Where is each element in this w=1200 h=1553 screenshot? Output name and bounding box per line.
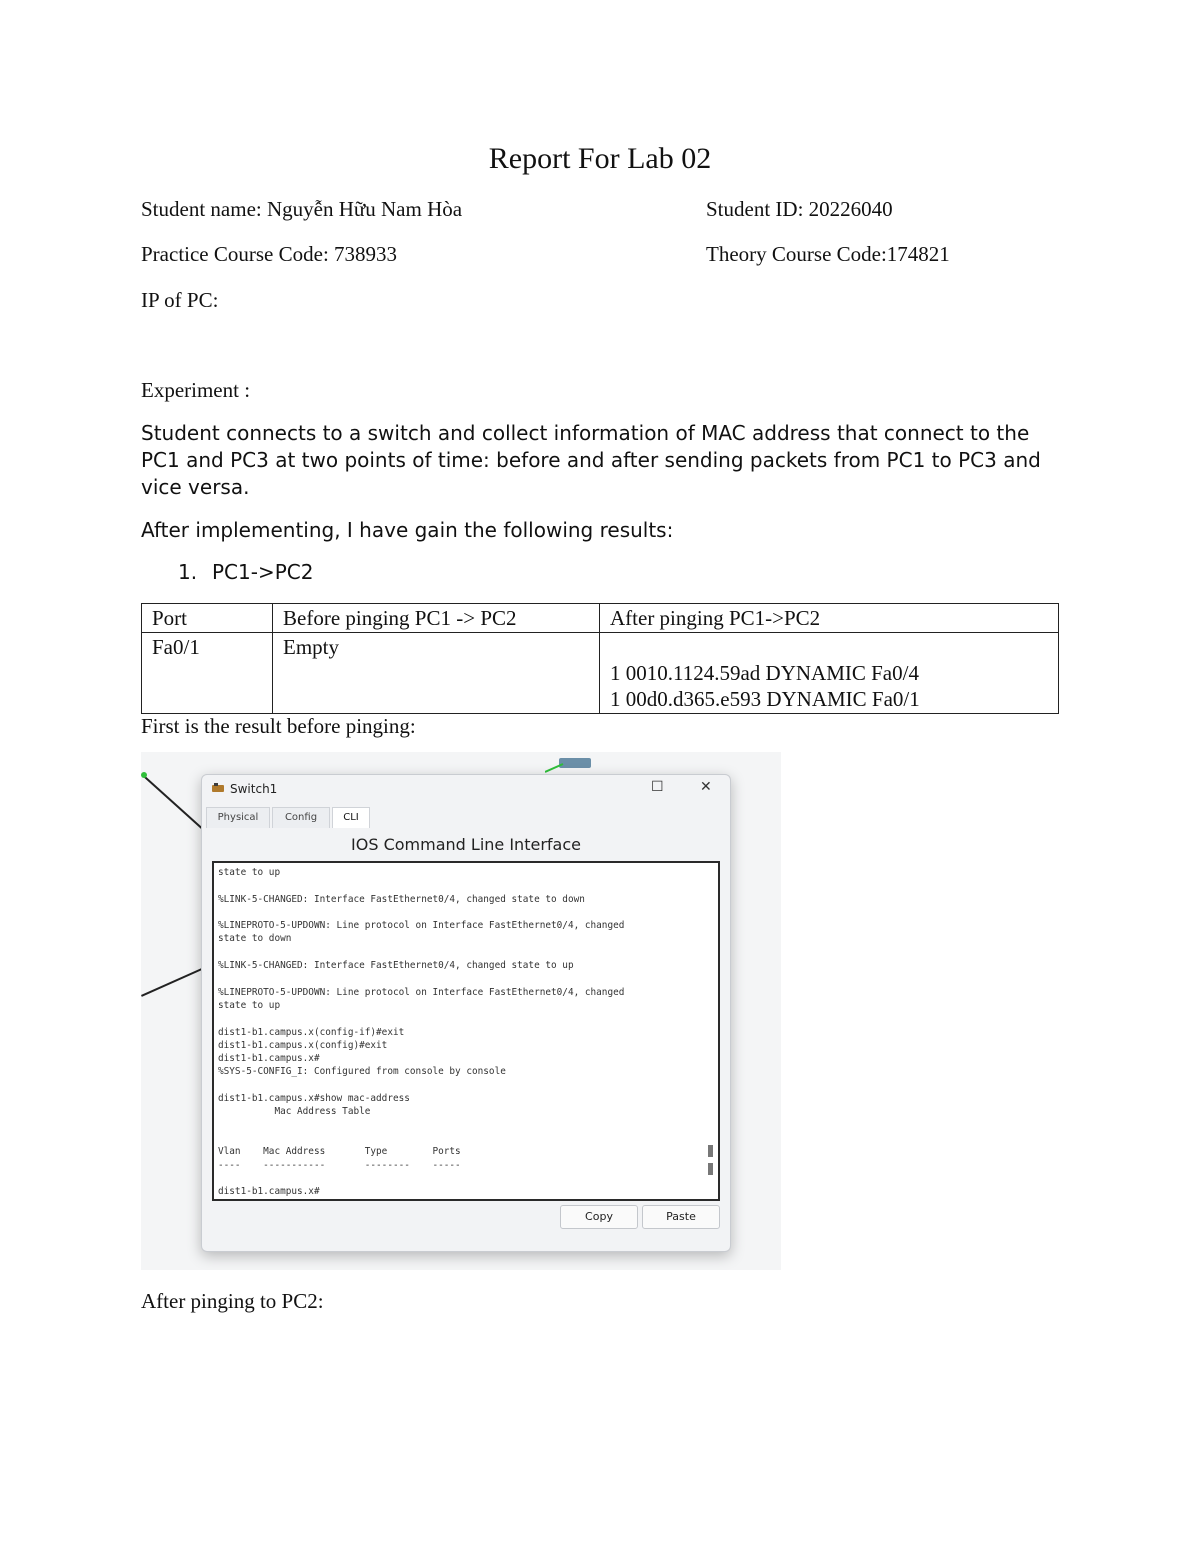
terminal-line: dist1-b1.campus.x# <box>218 1186 320 1198</box>
network-link-line <box>141 966 208 997</box>
cli-terminal[interactable] <box>212 861 720 1201</box>
table-header-row <box>142 604 1059 633</box>
terminal-line <box>218 879 698 892</box>
header-before: Before pinging PC1 -> PC2 <box>273 604 600 633</box>
terminal-line: Vlan Mac Address Type Ports <box>218 1146 461 1158</box>
tab-config[interactable]: Config <box>272 807 330 828</box>
experiment-heading: Experiment : <box>141 378 251 402</box>
tab-cli[interactable]: CLI <box>332 807 370 828</box>
ip-of-pc-label: IP of PC: <box>141 288 219 312</box>
theory-course-code: Theory Course Code:174821 <box>706 242 950 266</box>
header-port: Port <box>142 604 273 633</box>
terminal-line: dist1-b1.campus.x(config)#exit <box>218 1039 388 1051</box>
cell-after <box>600 633 1059 714</box>
switch-device-icon <box>545 754 595 774</box>
results-intro: After implementing, I have gain the following results: <box>141 518 674 542</box>
switch-window-icon <box>211 782 225 794</box>
terminal-line: dist1-b1.campus.x(config-if)#exit <box>218 1026 405 1038</box>
maximize-icon[interactable]: ☐ <box>651 779 664 795</box>
experiment-description: Student connects to a switch and collect information of MAC address that connect to the PC1 and PC3 at two points of time: before and after sending packets from PC1 to PC3 and vice versa. <box>141 421 1041 499</box>
list-number: 1. <box>178 560 198 584</box>
after-entry-1: 1 0010.1124.59ad DYNAMIC Fa0/4 <box>610 661 919 685</box>
terminal-line: dist1-b1.campus.x# <box>218 1053 320 1065</box>
network-link-line <box>142 774 203 829</box>
terminal-line: Mac Address Table <box>218 1106 371 1118</box>
table-row <box>142 633 1059 714</box>
terminal-line: state to up <box>218 999 281 1011</box>
page-title: Report For Lab 02 <box>488 142 712 175</box>
after-entry-2: 1 00d0.d365.e593 DYNAMIC Fa0/1 <box>610 687 920 711</box>
switch1-window <box>201 774 731 1252</box>
mac-results-table <box>141 603 1059 714</box>
switch-cli-screenshot <box>141 752 781 1270</box>
student-name: Student name: Nguyễn Hữu Nam Hòa <box>141 197 463 221</box>
terminal-line <box>218 972 698 985</box>
terminal-line <box>218 946 698 959</box>
list-item-pc1-pc2: PC1->PC2 <box>212 560 314 584</box>
caption-before-pinging: First is the result before pinging: <box>141 714 416 738</box>
terminal-line: %LINK-5-CHANGED: Interface FastEthernet0/4, changed state to down <box>218 893 585 905</box>
terminal-line <box>218 1079 698 1092</box>
terminal-line <box>218 1132 698 1145</box>
terminal-line: dist1-b1.campus.x#show mac-address <box>218 1093 410 1105</box>
terminal-line: state to down <box>218 933 292 945</box>
tab-physical[interactable]: Physical <box>206 807 270 828</box>
terminal-line <box>218 1119 698 1132</box>
cell-port: Fa0/1 <box>142 633 273 714</box>
terminal-line: ---- ----------- -------- ----- <box>218 1159 461 1171</box>
terminal-line: state to up <box>218 867 281 878</box>
header-after: After pinging PC1->PC2 <box>600 604 1059 633</box>
terminal-line <box>218 1012 698 1025</box>
terminal-line: %SYS-5-CONFIG_I: Configured from console by console <box>218 1066 506 1078</box>
cell-before: Empty <box>273 633 600 714</box>
caption-after-pinging: After pinging to PC2: <box>141 1289 324 1313</box>
terminal-line: %LINK-5-CHANGED: Interface FastEthernet0/4, changed state to up <box>218 960 574 972</box>
window-title: Switch1 <box>230 782 278 796</box>
terminal-line <box>218 906 698 919</box>
paste-button[interactable]: Paste <box>642 1205 720 1229</box>
copy-button[interactable]: Copy <box>560 1205 638 1229</box>
student-id: Student ID: 20226040 <box>706 197 893 221</box>
terminal-scrollbar[interactable] <box>708 1145 714 1185</box>
cli-heading: IOS Command Line Interface <box>351 835 581 854</box>
close-icon[interactable]: ✕ <box>700 779 712 795</box>
link-status-dot <box>141 772 147 778</box>
terminal-output <box>218 866 698 1198</box>
practice-course-code: Practice Course Code: 738933 <box>141 242 398 266</box>
terminal-line: %LINEPROTO-5-UPDOWN: Line protocol on Interface FastEthernet0/4, changed <box>218 986 625 998</box>
terminal-line <box>218 1172 698 1185</box>
terminal-line: %LINEPROTO-5-UPDOWN: Line protocol on Interface FastEthernet0/4, changed <box>218 920 625 932</box>
